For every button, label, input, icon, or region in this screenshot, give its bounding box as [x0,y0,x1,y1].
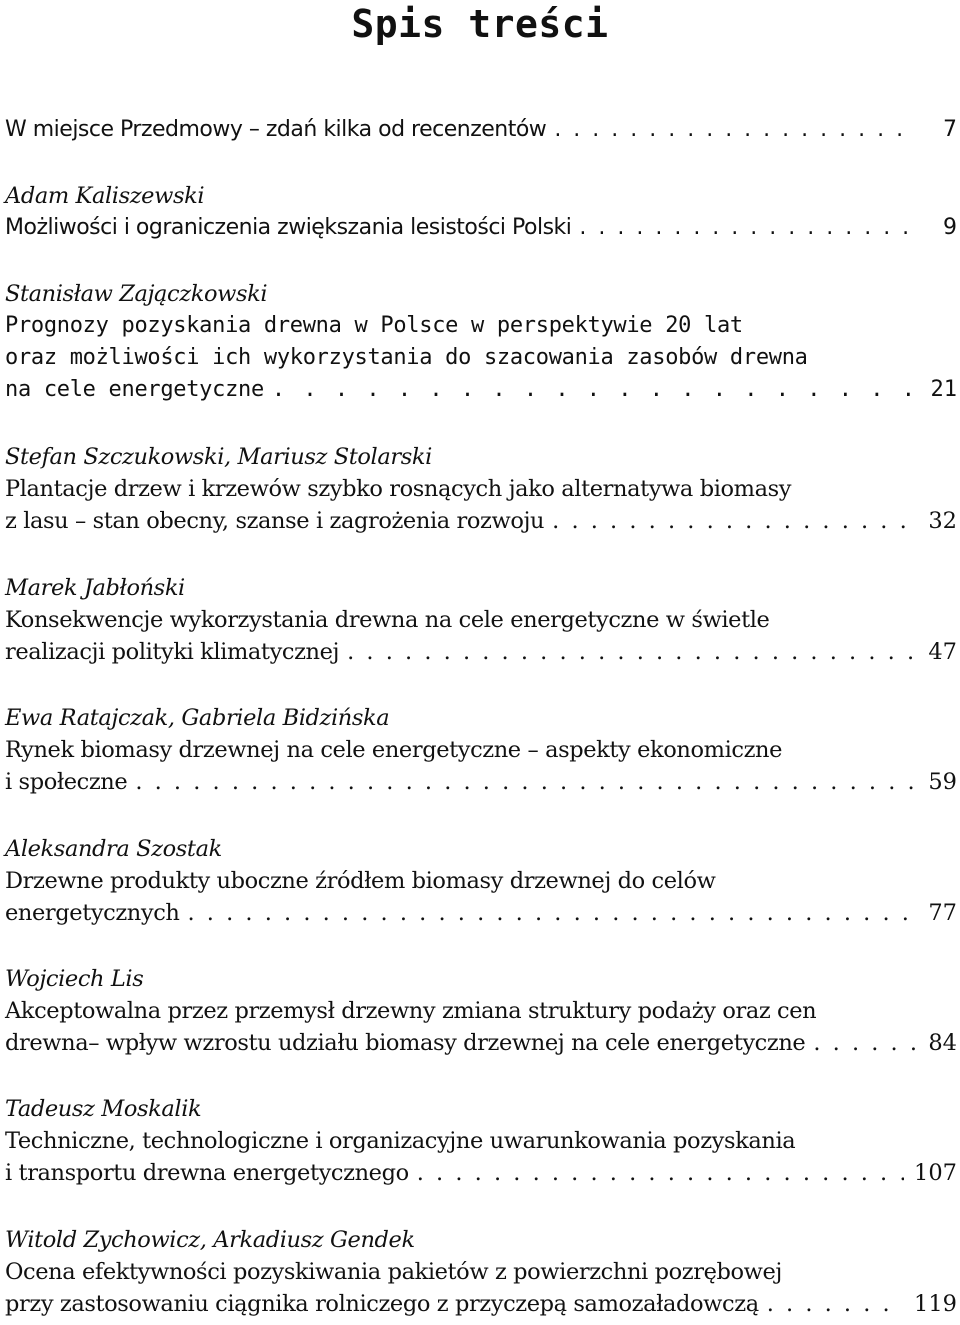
dot-leader [188,897,918,929]
toc-author: Witold Zychowicz, Arkadiusz Gendek [5,1227,415,1253]
toc-author: Ewa Ratajczak, Gabriela Bidzińska [5,705,390,731]
toc-title-line-last [5,505,957,537]
toc-title-line: oraz możliwości ich wykorzystania do szacowania zasobów drewna [5,345,808,370]
toc-title-line: Akceptowalna przez przemysł drzewny zmiana struktury podaży oraz cen [5,998,817,1024]
page-number: 77 [928,900,957,926]
toc-title-line: Plantacje drzew i krzewów szybko rosnących jako alternatywa biomasy [5,476,792,502]
page-number: 21 [930,377,957,402]
toc-author: Marek Jabłoński [5,575,185,601]
toc-title-line: Prognozy pozyskania drewna w Polsce w perspektywie 20 lat [5,313,743,338]
page-number: 32 [928,508,957,534]
toc-entry-title: Możliwości i ograniczenia zwiększania lesistości Polski [5,215,572,240]
toc-entry-preface[interactable] [5,114,957,146]
dot-leader [552,505,917,537]
toc-entry-jablonski[interactable] [5,572,957,668]
toc-title-line: Drzewne produkty uboczne źródłem biomasy drzewnej do celów [5,868,716,894]
toc-title-line-last [5,766,957,798]
dot-leader [554,114,917,146]
toc-entry-title: przy zastosowaniu ciągnika rolniczego z przyczepą samozaładowczą [5,1291,759,1317]
page-number: 84 [928,1030,957,1056]
toc-entry-title: realizacji polityki klimatycznej [5,639,340,665]
page-title: Spis treści [351,2,609,46]
toc-entry-title: i transportu drewna energetycznego [5,1160,409,1186]
toc-title-line-last [5,212,957,244]
dot-leader [579,212,917,244]
dot-leader [417,1157,904,1189]
toc-title-line-last [5,1157,957,1189]
toc-title-line-last [5,1027,957,1059]
toc-entry-zychowicz[interactable] [5,1224,957,1320]
toc-entry-title: energetycznych [5,900,180,926]
toc-author: Stanisław Zajączkowski [5,281,268,307]
toc-title-line: Ocena efektywności pozyskiwania pakietów z powierzchni pozrębowej [5,1259,782,1285]
toc-entry-moskalik[interactable] [5,1093,957,1189]
toc-author: Stefan Szczukowski, Mariusz Stolarski [5,444,432,470]
toc-title-line: Konsekwencje wykorzystania drewna na cele energetyczne w świetle [5,607,770,633]
page-number: 59 [928,769,957,795]
toc-title-line-last [5,114,957,146]
toc-entry-szostak[interactable] [5,833,957,929]
toc-author: Adam Kaliszewski [5,183,205,209]
toc-entry-lis[interactable] [5,963,957,1059]
toc-entry-ratajczak[interactable] [5,702,957,798]
dot-leader [813,1027,917,1059]
toc-entry-szczukowski[interactable] [5,441,957,537]
toc-title-line: Techniczne, technologiczne i organizacyjne uwarunkowania pozyskania [5,1128,796,1154]
page-number: 47 [928,639,957,665]
toc-entry-title: i społeczne [5,769,128,795]
dot-leader [135,766,917,798]
toc-entry-kaliszewski[interactable] [5,180,957,244]
dot-leader [767,1288,904,1320]
page-number: 9 [943,215,957,240]
toc-entry-title: drewna– wpływ wzrostu udziału biomasy drzewnej na cele energetyczne [5,1030,806,1056]
toc-author: Aleksandra Szostak [5,836,222,862]
toc-entry-title: z lasu – stan obecny, szanse i zagrożenia rozwoju [5,508,545,534]
toc-title-line-last [5,897,957,929]
toc-author: Wojciech Lis [5,966,144,992]
toc-title-line-last [5,374,957,406]
toc-entry-title: W miejsce Przedmowy – zdań kilka od recenzentów [5,117,547,142]
toc-author: Tadeusz Moskalik [5,1096,202,1122]
page-number: 119 [914,1291,957,1317]
toc-entry-zajaczkowski[interactable] [5,278,957,406]
toc-title-line-last [5,1288,957,1320]
toc-title-line: Rynek biomasy drzewnej na cele energetyczne – aspekty ekonomiczne [5,737,783,763]
dot-leader [347,636,917,668]
page-number: 107 [914,1160,957,1186]
page-number: 7 [943,117,957,142]
toc-entry-title: na cele energetyczne [5,377,264,402]
toc-title-line-last [5,636,957,668]
dot-leader [272,374,917,406]
